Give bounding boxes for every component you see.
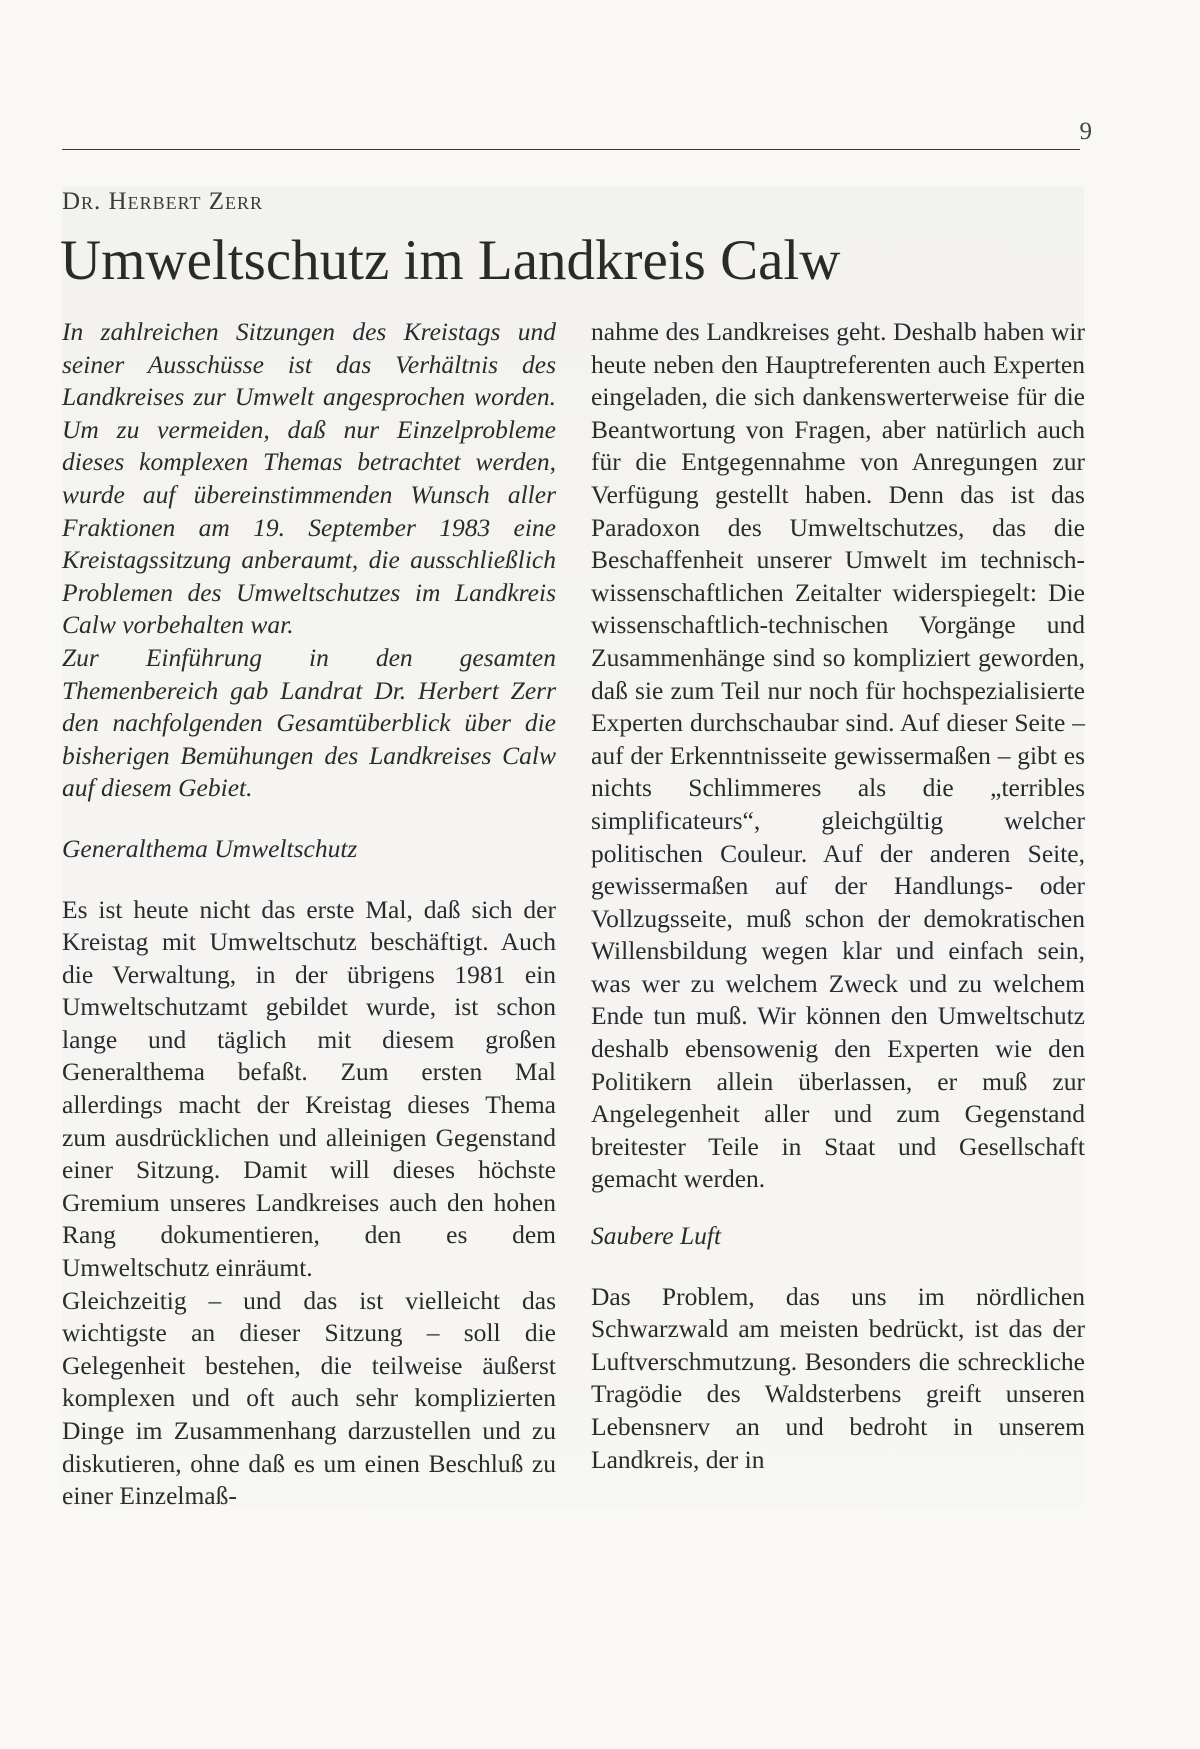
author-name: Dr. Herbert Zerr	[62, 188, 264, 215]
right-column	[591, 316, 1085, 1476]
body-paragraph-luft: Das Problem, das uns im nördlichen Schwarzwald am meisten bedrückt, ist das der Luftverschmutzung. Besonders die schreckliche Tragödie des Waldsterbens greift unseren Lebensnerv an und bedroht in unserem Landkreis, der in	[591, 1281, 1085, 1474]
body-paragraph: Es ist heute nicht das erste Mal, daß sich der Kreistag mit Umweltschutz beschäftigt. Auch die Verwaltung, in der übrigens 1981 ein Umweltschutzamt gebildet wurde, ist schon lange und täglich mit diesem großen Generalthema befaßt. Zum ersten Mal allerdings macht der Kreistag dieses Thema zum ausdrücklichen und alleinigen Gegenstand einer Sitzung. Damit will dieses höchste Gremium unseres Landkreises auch den hohen Rang dokumentieren, den es dem Umweltschutz einräumt.	[62, 894, 556, 1283]
intro-paragraph: In zahlreichen Sitzungen des Kreistags und seiner Ausschüsse ist das Verhältnis des Landkreises zur Umwelt angesprochen worden. Um zu vermeiden, daß nur Einzelprobleme dieses komplexen Themas betrachtet werden, wurde auf übereinstimmenden Wunsch aller Fraktionen am 19. September 1983 eine Kreistagssitzung anberaumt, die ausschließlich Problemen des Umweltschutzes im Landkreis Calw vorbehalten war.	[62, 317, 556, 640]
header-rule	[62, 149, 1080, 150]
section-heading-generalthema: Generalthema Umweltschutz	[62, 833, 358, 863]
body-paragraph-continued: Gleichzeitig – und das ist vielleicht das wichtigste an dieser Sitzung – soll die Gelegenheit bestehen, die teilweise äußerst komplexen und oft auch sehr komplizierten Dinge im Zusammenhang darzustellen und zu diskutieren, ohne daß es um einen Beschluß zu einer Einzelmaß-	[62, 1285, 556, 1511]
article-title: Umweltschutz im Landkreis Calw	[60, 229, 841, 292]
left-column	[62, 316, 556, 1513]
page-number: 9	[1079, 118, 1092, 145]
section-heading-saubere-luft: Saubere Luft	[591, 1221, 722, 1251]
body-paragraph-continuation: nahme des Landkreises geht. Deshalb haben wir heute neben den Hauptreferenten auch Experten eingeladen, die sich dankenswerterweise für die Beantwortung von Fragen, aber natürlich auch für die Entgegennahme von Anregungen zur Verfügung gestellt haben. Denn das ist das Paradoxon des Umweltschutzes, das die Beschaffenheit unserer Umwelt im technisch-wissenschaftlichen Zeitalter widerspiegelt: Die wissenschaftlich-technischen Vorgänge und Zusammenhänge sind so kompliziert geworden, daß sie zum Teil nur noch für hochspezialisierte Experten durchschaubar sind. Auf dieser Seite – auf der Erkenntnisseite gewissermaßen – gibt es nichts Schlimmeres als die „terribles simplificateurs“, gleichgültig welcher politischen Couleur. Auf der anderen Seite, gewissermaßen auf der Handlungs- oder Vollzugsseite, muß schon der demokratischen Willensbildung wegen klar und einfach sein, was wer zu welchem Zweck und zu welchem Ende tun muß. Wir können den Umweltschutz deshalb ebensowenig den Experten wie den Politikern allein überlassen, er muß zur Angelegenheit aller und zum Gegenstand breitester Teile in Staat und Gesellschaft gemacht werden.	[591, 317, 1085, 1194]
intro-paragraph-2: Zur Einführung in den gesamten Themenbereich gab Landrat Dr. Herbert Zerr den nachfolgenden Gesamtüberblick über die bisherigen Bemühungen des Landkreises Calw auf diesem Gebiet.	[62, 642, 556, 803]
